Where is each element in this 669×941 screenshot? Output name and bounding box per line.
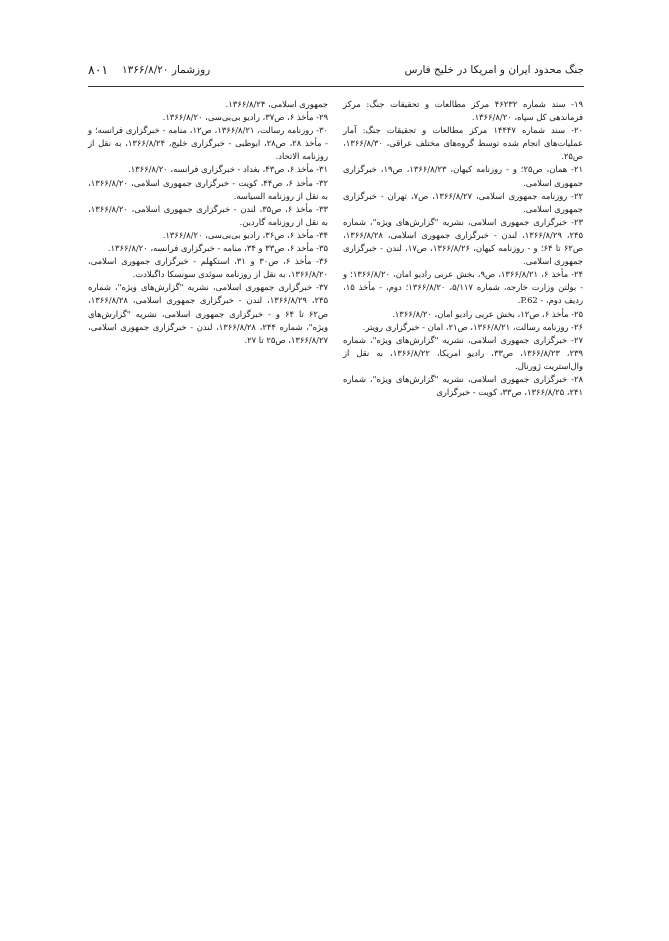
- footnote-22: ۲۲- روزنامه جمهوری اسلامی، ۱۳۶۶/۸/۲۷، ص۷، تهران - خبرگزاری جمهوری اسلامی.: [343, 190, 583, 214]
- footnote-36: ۳۶- مأخذ ۶، ص۳۰ و ۳۱، استکهلم - خبرگزاری جمهوری اسلامی، ۱۳۶۶/۸/۲۰، به نقل از روزنامه سوئدی سونسکا داگبلادت.: [88, 256, 329, 280]
- page-header: [88, 64, 584, 84]
- footnote-28: ۲۸- خبرگزاری جمهوری اسلامی، نشریه "گزارش‌های ویژه"، شماره ۲۴۱، ۱۳۶۶/۸/۲۵، ص۳۳، کویت - خبرگزاری: [343, 373, 583, 398]
- book-title: جنگ محدود ایران و امریکا در خلیج فارس: [404, 64, 584, 76]
- footnote-31: ۳۱- مأخذ ۶، ص۴۳، بغداد - خبرگزاری فرانسه، ۱۳۶۶/۸/۲۰.: [127, 164, 328, 175]
- page-number: ۸۰۱: [88, 62, 109, 77]
- footnote-20: ۲۰- سند شماره ۱۴۴۴۷ مرکز مطالعات و تحقیقات جنگ: آمار عملیات‌های انجام شده توسط گروه‌های مختلف عراقی، ۱۳۶۶/۸/۳۰، ص۲۵.: [343, 125, 583, 162]
- footnote-32: ۳۲- مأخذ ۶، ص۴۴، کویت - خبرگزاری جمهوری اسلامی، ۱۳۶۶/۸/۲۰، به نقل از روزنامه السیاسه.: [88, 177, 328, 201]
- footnote-29: ۲۹- مأخذ ۶، ص۳۷، رادیو بی‌بی‌سی، ۱۳۶۶/۸/۲۰.: [162, 112, 328, 123]
- notes-column-right: [343, 98, 583, 399]
- footnote-25: ۲۵- مأخذ ۶، ص۱۲، بخش عربی رادیو امان، ۱۳۶۶/۸/۲۰.: [392, 308, 583, 319]
- footnote-24: ۲۴- مأخذ ۶، ۱۳۶۶/۸/۲۱، ص۹، بخش عربی رادیو امان، ۱۳۶۶/۸/۲۰؛ و - بولتن وزارت خارجه، شماره ۵/۱۱۷، ۱۳۶۶/۸/۲۰؛ دوم، - مأخذ ۱۵، ردیف دوم، - P.62.: [343, 269, 583, 306]
- header-rule: [88, 86, 584, 87]
- footnote-30: ۳۰- روزنامه رسالت، ۱۳۶۶/۸/۲۱، ص۱۲، منامه - خبرگزاری فرانسه؛ و - مأخذ ۲۸، ص۲۸، ابوظبی - خبرگزاری خلیج، ۱۳۶۶/۸/۲۴، به نقل از روزنامه الاتحاد.: [88, 125, 328, 162]
- footnote-21: ۲۱- همان، ص۲۵؛ و - روزنامه کیهان، ۱۳۶۶/۸/۲۳، ص۱۹، خبرگزاری جمهوری اسلامی.: [343, 164, 583, 188]
- footnote-37: ۳۷- خبرگزاری جمهوری اسلامی، نشریه "گزارش‌های ویژه"، شماره ۲۴۵، ۱۳۶۶/۸/۲۹، لندن - خبرگزاری جمهوری اسلامی، ۱۳۶۶/۸/۲۸، ص۶۲ تا ۶۴ و - خبرگزاری جمهوری اسلامی، نشریه "گزارش‌های ویژه"، شماره ۲۴۴، ۱۳۶۶/۸/۲۸، لندن - خبرگزاری جمهوری اسلامی، ۱۳۶۶/۸/۲۷، ص۲۵ تا ۲۷.: [88, 282, 329, 345]
- footnote-34: ۳۴- مأخذ ۶، ص۳۶، رادیو بی‌بی‌سی، ۱۳۶۶/۸/۲۰.: [162, 229, 328, 240]
- footnote-23: ۲۳- خبرگزاری جمهوری اسلامی، نشریه "گزارش‌های ویژه"، شماره ۲۴۵، ۱۳۶۶/۸/۲۹، لندن - خبرگزاری جمهوری اسلامی، ۱۳۶۶/۸/۲۸، ص۶۲ تا ۶۴؛ و - روزنامه کیهان، ۱۳۶۶/۸/۲۶، ص۱۷، لندن - خبرگزاری جمهوری اسلامی.: [343, 216, 583, 267]
- footnote-35: ۳۵- مأخذ ۶، ص۳۳ و ۳۴، منامه - خبرگزاری فرانسه، ۱۳۶۶/۸/۲۰.: [107, 243, 328, 254]
- footnote-19: ۱۹- سند شماره ۴۶۲۳۲ مرکز مطالعات و تحقیقات جنگ: مرکز فرماندهی کل سپاه، ۱۳۶۶/۸/۲۰.: [343, 99, 583, 123]
- footnote-33: ۳۳- مأخذ ۶، ص۳۵، لندن - خبرگزاری جمهوری اسلامی، ۱۳۶۶/۸/۲۰، به نقل از روزنامه گاردین.: [88, 203, 329, 227]
- footnote-28-continued: جمهوری اسلامی، ۱۳۶۶/۸/۲۴.: [225, 99, 328, 109]
- notes-column-left: [88, 98, 328, 347]
- footnote-27: ۲۷- خبرگزاری جمهوری اسلامی، نشریه "گزارش‌های ویژه"، شماره ۲۳۹، ۱۳۶۶/۸/۲۳، ص۳۳، رادیو امریکا، ۱۳۶۶/۸/۲۲، به نقل از وال‌استریت ژورنال.: [343, 334, 583, 371]
- running-title: روزشمار ۱۳۶۶/۸/۲۰: [122, 64, 211, 76]
- footnote-26: ۲۶- روزنامه رسالت، ۱۳۶۶/۸/۲۱، ص۲۱، امان - خبرگزاری رویتر.: [362, 321, 583, 332]
